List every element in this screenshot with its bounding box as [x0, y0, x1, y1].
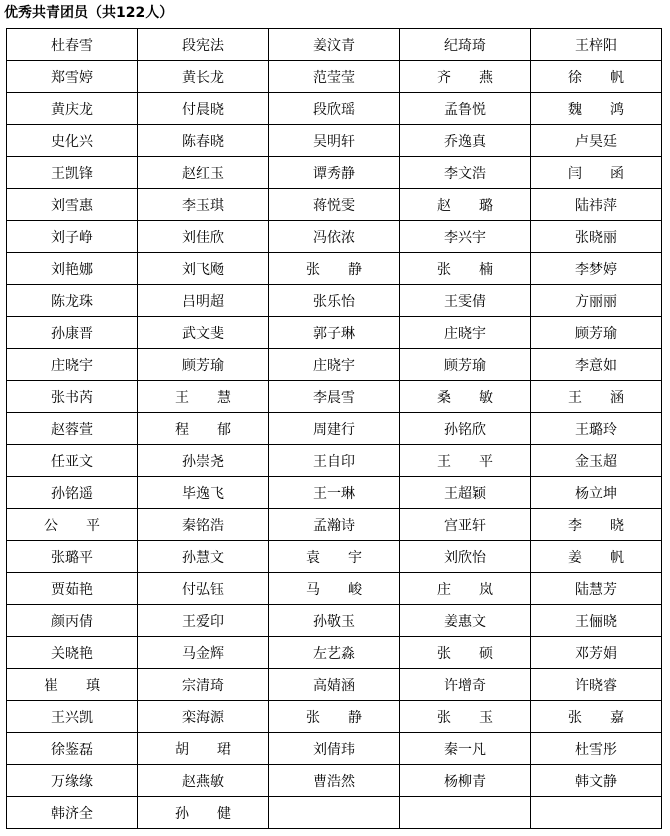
member-name-cell: 姜 帆 [531, 541, 662, 573]
member-name-cell: 郑雪婷 [7, 61, 138, 93]
member-name-cell [269, 797, 400, 829]
member-name-cell: 庄晓宇 [269, 349, 400, 381]
member-name-cell: 王俪晓 [531, 605, 662, 637]
table-row [7, 61, 662, 93]
member-name-cell: 孟瀚诗 [269, 509, 400, 541]
member-name-cell: 宫亚轩 [400, 509, 531, 541]
member-name-cell: 付晨晓 [138, 93, 269, 125]
member-name-cell: 李 晓 [531, 509, 662, 541]
member-name-cell: 王爱印 [138, 605, 269, 637]
member-name-cell: 袁 宇 [269, 541, 400, 573]
member-name-cell: 程 郁 [138, 413, 269, 445]
member-name-cell: 王 慧 [138, 381, 269, 413]
member-name-cell: 姜惠文 [400, 605, 531, 637]
member-name-cell: 刘飞飏 [138, 253, 269, 285]
member-name-cell: 颜丙倩 [7, 605, 138, 637]
member-name-cell: 吴明轩 [269, 125, 400, 157]
member-name-cell: 陈春晓 [138, 125, 269, 157]
member-name-cell: 张 硕 [400, 637, 531, 669]
table-row [7, 317, 662, 349]
member-name-cell: 秦铭浩 [138, 509, 269, 541]
table-row [7, 797, 662, 829]
member-name-cell: 段欣瑶 [269, 93, 400, 125]
member-name-cell: 刘欣怡 [400, 541, 531, 573]
member-roster-table [6, 28, 662, 829]
member-name-cell: 王璐玲 [531, 413, 662, 445]
member-name-cell: 陈龙珠 [7, 285, 138, 317]
member-name-cell: 张 嘉 [531, 701, 662, 733]
table-row [7, 765, 662, 797]
member-name-cell: 顾芳瑜 [400, 349, 531, 381]
member-name-cell: 张璐平 [7, 541, 138, 573]
table-row [7, 93, 662, 125]
member-name-cell: 武文斐 [138, 317, 269, 349]
member-name-cell: 纪琦琦 [400, 29, 531, 61]
member-name-cell: 宗清琦 [138, 669, 269, 701]
table-row [7, 413, 662, 445]
member-name-cell: 杨立坤 [531, 477, 662, 509]
member-name-cell: 赵 璐 [400, 189, 531, 221]
table-row [7, 701, 662, 733]
member-name-cell: 韩济全 [7, 797, 138, 829]
table-row [7, 445, 662, 477]
member-name-cell: 左艺淼 [269, 637, 400, 669]
member-name-cell: 顾芳瑜 [531, 317, 662, 349]
member-name-cell: 王自印 [269, 445, 400, 477]
member-name-cell: 张 静 [269, 253, 400, 285]
table-row [7, 509, 662, 541]
member-name-cell: 王 平 [400, 445, 531, 477]
roster-body [7, 29, 662, 829]
member-name-cell: 李兴宇 [400, 221, 531, 253]
member-name-cell: 王梓阳 [531, 29, 662, 61]
member-name-cell: 杜春雪 [7, 29, 138, 61]
table-row [7, 541, 662, 573]
member-name-cell: 李意如 [531, 349, 662, 381]
table-row [7, 29, 662, 61]
member-name-cell: 齐 燕 [400, 61, 531, 93]
table-row [7, 733, 662, 765]
member-name-cell: 张乐怡 [269, 285, 400, 317]
member-name-cell: 孙铭遥 [7, 477, 138, 509]
member-name-cell: 王一琳 [269, 477, 400, 509]
member-name-cell: 王凯锋 [7, 157, 138, 189]
member-name-cell: 刘倩玮 [269, 733, 400, 765]
member-name-cell [400, 797, 531, 829]
document-title: 优秀共青团员（共122人） [4, 5, 174, 21]
member-name-cell: 王兴凯 [7, 701, 138, 733]
member-name-cell: 乔逸真 [400, 125, 531, 157]
table-row [7, 573, 662, 605]
table-row [7, 477, 662, 509]
member-name-cell: 李梦婷 [531, 253, 662, 285]
member-name-cell: 赵红玉 [138, 157, 269, 189]
member-name-cell: 胡 珺 [138, 733, 269, 765]
member-name-cell: 杨柳青 [400, 765, 531, 797]
member-name-cell: 陆慧芳 [531, 573, 662, 605]
member-name-cell: 邓芳娟 [531, 637, 662, 669]
member-name-cell: 刘佳欣 [138, 221, 269, 253]
member-name-cell: 徐鉴磊 [7, 733, 138, 765]
member-name-cell: 张书芮 [7, 381, 138, 413]
member-name-cell: 庄晓宇 [400, 317, 531, 349]
member-name-cell: 张 楠 [400, 253, 531, 285]
member-name-cell: 栾海源 [138, 701, 269, 733]
member-name-cell: 王超颖 [400, 477, 531, 509]
member-name-cell: 庄晓宇 [7, 349, 138, 381]
member-name-cell: 桑 敏 [400, 381, 531, 413]
member-name-cell: 孙铭欣 [400, 413, 531, 445]
table-row [7, 381, 662, 413]
member-name-cell: 李晨雪 [269, 381, 400, 413]
member-name-cell: 徐 帆 [531, 61, 662, 93]
member-name-cell: 孙 健 [138, 797, 269, 829]
member-name-cell: 赵蓉萱 [7, 413, 138, 445]
member-name-cell: 黄庆龙 [7, 93, 138, 125]
member-name-cell: 李玉琪 [138, 189, 269, 221]
member-name-cell: 张 静 [269, 701, 400, 733]
member-name-cell: 孙康晋 [7, 317, 138, 349]
member-name-cell: 万缘缘 [7, 765, 138, 797]
member-name-cell: 曹浩然 [269, 765, 400, 797]
member-name-cell: 顾芳瑜 [138, 349, 269, 381]
member-name-cell: 王雯倩 [400, 285, 531, 317]
member-name-cell: 周建行 [269, 413, 400, 445]
member-name-cell: 贾茹艳 [7, 573, 138, 605]
member-name-cell: 付弘钰 [138, 573, 269, 605]
member-name-cell: 刘子峥 [7, 221, 138, 253]
member-name-cell: 庄 岚 [400, 573, 531, 605]
member-name-cell: 任亚文 [7, 445, 138, 477]
member-name-cell: 孙崇尧 [138, 445, 269, 477]
member-name-cell: 刘艳娜 [7, 253, 138, 285]
member-name-cell: 毕逸飞 [138, 477, 269, 509]
member-name-cell: 史化兴 [7, 125, 138, 157]
member-name-cell: 韩文静 [531, 765, 662, 797]
member-name-cell: 黄长龙 [138, 61, 269, 93]
table-row [7, 189, 662, 221]
member-name-cell: 许晓睿 [531, 669, 662, 701]
member-name-cell: 郭子琳 [269, 317, 400, 349]
member-name-cell: 吕明超 [138, 285, 269, 317]
member-name-cell [531, 797, 662, 829]
table-row [7, 669, 662, 701]
table-row [7, 637, 662, 669]
member-name-cell: 孙慧文 [138, 541, 269, 573]
member-name-cell: 孙敬玉 [269, 605, 400, 637]
member-name-cell: 赵燕敏 [138, 765, 269, 797]
member-name-cell: 张 玉 [400, 701, 531, 733]
member-name-cell: 孟鲁悦 [400, 93, 531, 125]
member-name-cell: 许增奇 [400, 669, 531, 701]
member-name-cell: 段宪法 [138, 29, 269, 61]
member-name-cell: 关晓艳 [7, 637, 138, 669]
table-row [7, 253, 662, 285]
member-name-cell: 王 涵 [531, 381, 662, 413]
member-name-cell: 马 峻 [269, 573, 400, 605]
member-name-cell: 姜汶青 [269, 29, 400, 61]
member-name-cell: 魏 鸿 [531, 93, 662, 125]
member-name-cell: 李文浩 [400, 157, 531, 189]
member-name-cell: 公 平 [7, 509, 138, 541]
member-name-cell: 张晓丽 [531, 221, 662, 253]
member-name-cell: 杜雪彤 [531, 733, 662, 765]
member-name-cell: 金玉超 [531, 445, 662, 477]
member-name-cell: 秦一凡 [400, 733, 531, 765]
member-name-cell: 方丽丽 [531, 285, 662, 317]
member-name-cell: 谭秀静 [269, 157, 400, 189]
member-name-cell: 卢昊廷 [531, 125, 662, 157]
member-name-cell: 冯依浓 [269, 221, 400, 253]
member-name-cell: 刘雪惠 [7, 189, 138, 221]
member-name-cell: 闫 函 [531, 157, 662, 189]
member-name-cell: 马金辉 [138, 637, 269, 669]
table-row [7, 349, 662, 381]
table-row [7, 157, 662, 189]
member-name-cell: 范莹莹 [269, 61, 400, 93]
member-name-cell: 蒋悦雯 [269, 189, 400, 221]
member-name-cell: 陆祎萍 [531, 189, 662, 221]
member-name-cell: 崔 瑱 [7, 669, 138, 701]
table-row [7, 605, 662, 637]
table-row [7, 285, 662, 317]
table-row [7, 221, 662, 253]
table-row [7, 125, 662, 157]
member-name-cell: 高婧涵 [269, 669, 400, 701]
